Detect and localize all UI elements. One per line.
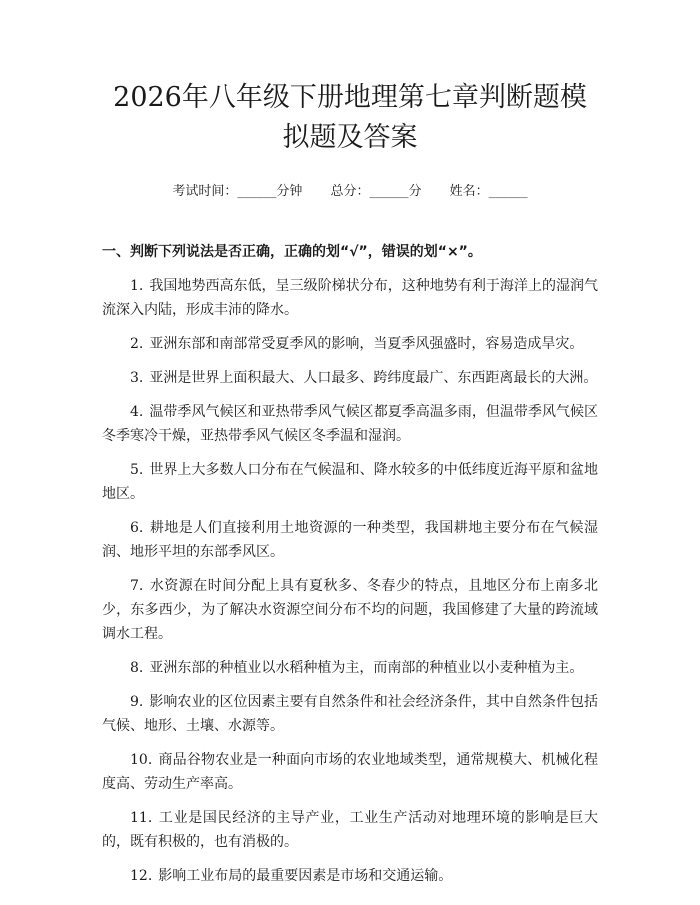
question-number: 10. (130, 752, 153, 768)
question-item (102, 516, 598, 564)
question-item (102, 864, 598, 888)
question-item (102, 400, 598, 448)
question-text: 亚洲东部和南部常受夏季风的影响，当夏季风强盛时，容易造成旱灾。 (149, 336, 584, 352)
question-number: 8. (130, 660, 144, 676)
question-number: 12. (130, 868, 153, 884)
page-title: 2026年八年级下册地理第七章判断题模拟题及答案 (113, 82, 587, 153)
question-item (102, 748, 598, 796)
question-number: 2. (130, 336, 144, 352)
exam-time-field: 考试时间：______分钟 (172, 184, 303, 199)
question-item (102, 690, 598, 738)
question-text: 影响农业的区位因素主要有自然条件和社会经济条件，其中自然条件包括气候、地形、土壤、水源等。 (102, 694, 598, 734)
question-number: 6. (130, 520, 144, 536)
question-item (102, 458, 598, 506)
question-text: 水资源在时间分配上具有夏秋多、冬春少的特点，且地区分布上南多北少，东多西少，为了解决水资源空间分布不均的问题，我国修建了大量的跨流域调水工程。 (102, 578, 598, 642)
question-item (102, 332, 598, 356)
question-text: 影响工业布局的最重要因素是市场和交通运输。 (158, 868, 453, 884)
exam-info (102, 182, 598, 202)
question-item (102, 274, 598, 322)
question-number: 7. (130, 578, 144, 594)
question-text: 我国地势西高东低，呈三级阶梯状分布，这种地势有利于海洋上的湿润气流深入内陆，形成丰沛的降水。 (102, 278, 598, 318)
question-text: 温带季风气候区和亚热带季风气候区都夏季高温多雨，但温带季风气候区冬季寒冷干燥，亚热带季风气候区冬季温和湿润。 (102, 404, 598, 444)
question-text: 世界上大多数人口分布在气候温和、降水较多的中低纬度近海平原和盆地地区。 (102, 462, 598, 502)
question-number: 1. (130, 278, 144, 294)
question-number: 4. (130, 404, 144, 420)
question-number: 9. (130, 694, 144, 710)
question-item (102, 574, 598, 646)
question-text: 商品谷物农业是一种面向市场的农业地域类型，通常规模大、机械化程度高、劳动生产率高。 (102, 752, 598, 792)
question-text: 工业是国民经济的主导产业，工业生产活动对地理环境的影响是巨大的，既有积极的，也有消极的。 (102, 810, 598, 850)
section-heading: 一、判断下列说法是否正确，正确的划“√”，错误的划“×”。 (102, 244, 482, 260)
question-list (102, 274, 598, 888)
question-number: 3. (130, 370, 144, 386)
student-name-field: 姓名：______ (449, 184, 528, 199)
question-item (102, 656, 598, 680)
question-item (102, 366, 598, 390)
question-text: 亚洲东部的种植业以水稻种植为主，而南部的种植业以小麦种植为主。 (149, 660, 584, 676)
question-number: 5. (130, 462, 144, 478)
question-text: 亚洲是世界上面积最大、人口最多、跨纬度最广、东西距离最长的大洲。 (149, 370, 598, 386)
question-item (102, 806, 598, 854)
question-text: 耕地是人们直接利用土地资源的一种类型，我国耕地主要分布在气候湿润、地形平坦的东部季风区。 (102, 520, 598, 560)
total-score-field: 总分：______分 (330, 184, 422, 199)
question-number: 11. (130, 810, 153, 826)
